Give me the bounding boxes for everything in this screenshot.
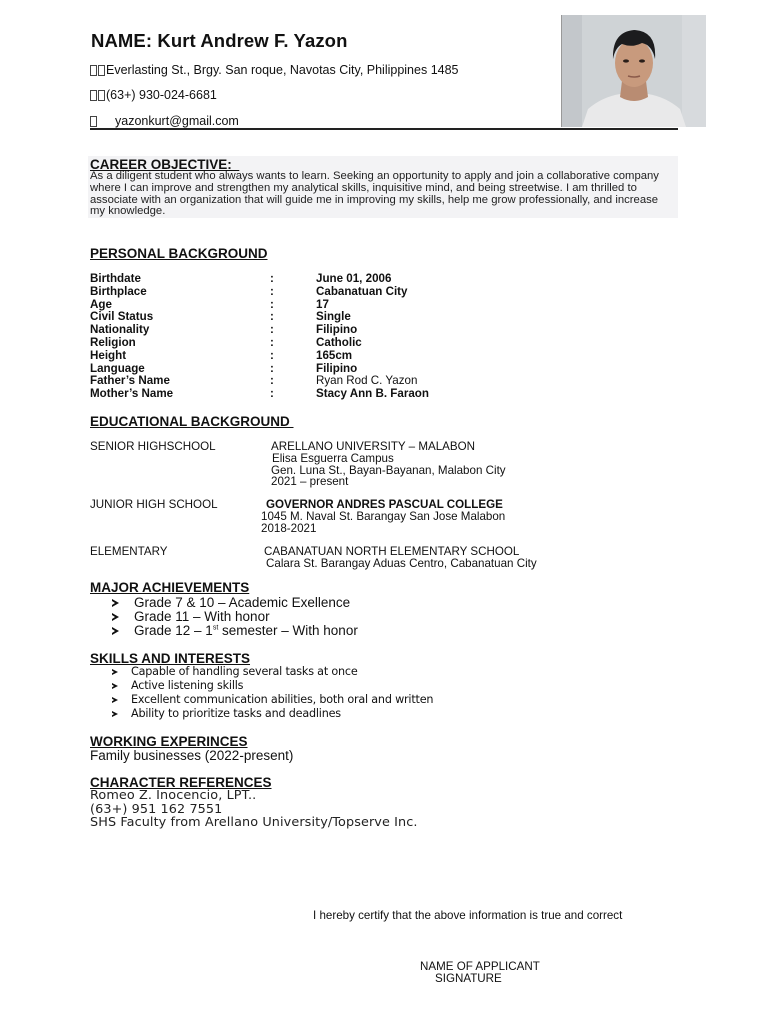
school-name: ARELLANO UNIVERSITY – MALABON <box>271 440 476 453</box>
field-label: Civil Status <box>90 310 154 324</box>
achievement-text: Grade 11 – With honor <box>134 609 270 624</box>
field-label: Nationality <box>90 323 150 337</box>
arrow-bullet-icon <box>112 613 119 621</box>
junior-high-level: JUNIOR HIGH SCHOOL <box>90 498 218 511</box>
table-row <box>90 273 429 286</box>
arrow-bullet-icon <box>112 669 118 675</box>
senior-high-details <box>271 441 506 488</box>
junior-high-details <box>261 499 505 534</box>
skill-text: Excellent communication abilities, both oral and written <box>131 693 434 706</box>
list-item <box>112 707 433 721</box>
table-row <box>90 337 429 350</box>
field-colon: : <box>270 284 274 298</box>
school-address: Calara St. Barangay Aduas Centro, Cabanatuan City <box>266 556 537 570</box>
table-row <box>90 324 429 337</box>
field-value: Ryan Rod C. Yazon <box>316 374 418 388</box>
achievement-text-end: semester – With honor <box>218 623 358 638</box>
career-objective-text: As a diligent student who always wants to learn. Seeking an opportunity to apply and join a collaborative company where I can improve and strengthen my analytical skills, inquisitive mind, and being streetwise. I am thrilled to associate with an organization that will guide me in improving my skills, help me grow professionally, and increase my knowledge. <box>90 170 659 218</box>
skill-text: Active listening skills <box>131 679 244 692</box>
field-value: Stacy Ann B. Faraon <box>316 387 429 401</box>
school-years: 2021 – present <box>271 475 349 489</box>
field-label: Religion <box>90 335 136 349</box>
header-divider <box>90 128 678 130</box>
work-heading: WORKING EXPERINCES <box>90 734 248 749</box>
field-value: Filipino <box>316 323 358 337</box>
field-label: Birthplace <box>90 284 147 298</box>
references-heading: CHARACTER REFERENCES <box>90 775 272 790</box>
school-campus: Elisa Esguerra Campus <box>272 451 394 465</box>
list-item <box>112 679 433 693</box>
field-colon: : <box>270 361 274 375</box>
career-objective-heading: CAREER OBJECTIVE: <box>90 157 240 172</box>
school-years: 2018-2021 <box>261 521 317 535</box>
achievement-text: Grade 7 & 10 – Academic Exellence <box>134 595 351 610</box>
field-colon: : <box>270 310 274 324</box>
table-row <box>90 350 429 363</box>
school-name: GOVERNOR ANDRES PASCUAL COLLEGE <box>266 498 503 511</box>
field-colon: : <box>270 348 274 362</box>
signature-label: SIGNATURE <box>435 972 502 985</box>
reference-position: SHS Faculty from Arellano University/Topserve Inc. <box>90 815 418 831</box>
list-item <box>112 624 358 638</box>
elementary-details <box>264 546 537 570</box>
field-label: Age <box>90 297 112 311</box>
email-line <box>90 114 239 128</box>
personal-background-heading: PERSONAL BACKGROUND <box>90 246 268 261</box>
reference-name: Romeo Z. Inocencio, LPT.. <box>90 788 257 803</box>
field-value: Catholic <box>316 335 362 349</box>
achievements-list <box>112 596 358 638</box>
arrow-bullet-icon <box>112 599 119 607</box>
skills-list <box>112 665 433 721</box>
list-item <box>112 610 358 624</box>
ordinal-suffix: st <box>212 624 219 632</box>
phone-line <box>90 88 217 102</box>
school-address: Gen. Luna St., Bayan-Bayanan, Malabon City <box>271 463 506 477</box>
list-item <box>112 665 433 679</box>
phone-text: (63+) 930-024-6681 <box>106 88 217 102</box>
field-colon: : <box>270 335 274 349</box>
senior-high-level: SENIOR HIGHSCHOOL <box>90 440 216 453</box>
field-colon: : <box>270 272 274 285</box>
field-value: June 01, 2006 <box>316 272 392 285</box>
portrait-illustration <box>562 15 706 127</box>
phone-icon <box>90 88 106 102</box>
field-label: Birthdate <box>90 272 141 285</box>
field-colon: : <box>270 323 274 337</box>
achievements-heading: MAJOR ACHIEVEMENTS <box>90 580 250 595</box>
personal-background-table <box>90 273 429 401</box>
field-colon: : <box>270 387 274 401</box>
arrow-bullet-icon <box>112 627 119 635</box>
skills-heading: SKILLS AND INTERESTS <box>90 651 251 666</box>
skill-text: Ability to prioritize tasks and deadlines <box>131 707 341 720</box>
school-name: CABANATUAN NORTH ELEMENTARY SCHOOL <box>264 545 520 558</box>
table-row <box>90 388 429 401</box>
field-value: 165cm <box>316 348 353 362</box>
arrow-bullet-icon <box>112 697 118 703</box>
table-row <box>90 286 429 299</box>
achievement-text <box>134 624 358 638</box>
address-icon <box>90 63 106 77</box>
address-line <box>90 63 459 77</box>
field-label: Height <box>90 348 127 362</box>
education-heading: EDUCATIONAL BACKGROUND <box>90 414 294 429</box>
portrait-photo <box>561 15 706 127</box>
field-value: Cabanatuan City <box>316 284 408 298</box>
field-value: 17 <box>316 297 329 311</box>
address-text: Everlasting St., Brgy. San roque, Navotas City, Philippines 1485 <box>106 63 459 77</box>
reference-phone: (63+) 951 162 7551 <box>90 801 223 817</box>
email-icon <box>90 114 98 128</box>
email-text: yazonkurt@gmail.com <box>115 114 239 128</box>
field-label: Mother’s Name <box>90 387 174 401</box>
certification-statement: I hereby certify that the above information is true and correct <box>313 909 623 922</box>
applicant-name: NAME: Kurt Andrew F. Yazon <box>91 30 348 51</box>
achievement-text-start: Grade 12 – 1 <box>134 623 213 638</box>
school-address: 1045 M. Naval St. Barangay San Jose Malabon <box>261 509 506 523</box>
applicant-name-label: NAME OF APPLICANT <box>420 960 540 973</box>
field-label: Father’s Name <box>90 374 170 388</box>
arrow-bullet-icon <box>112 711 118 717</box>
field-value: Filipino <box>316 361 358 375</box>
skill-text: Capable of handling several tasks at once <box>131 665 358 678</box>
field-colon: : <box>270 297 274 311</box>
arrow-bullet-icon <box>112 683 118 689</box>
elementary-level: ELEMENTARY <box>90 545 168 558</box>
references-details <box>90 789 418 830</box>
field-value: Single <box>316 310 351 324</box>
list-item <box>112 693 433 707</box>
field-label: Language <box>90 361 145 375</box>
list-item <box>112 596 358 610</box>
work-text: Family businesses (2022-present) <box>90 748 294 763</box>
field-colon: : <box>270 374 274 388</box>
